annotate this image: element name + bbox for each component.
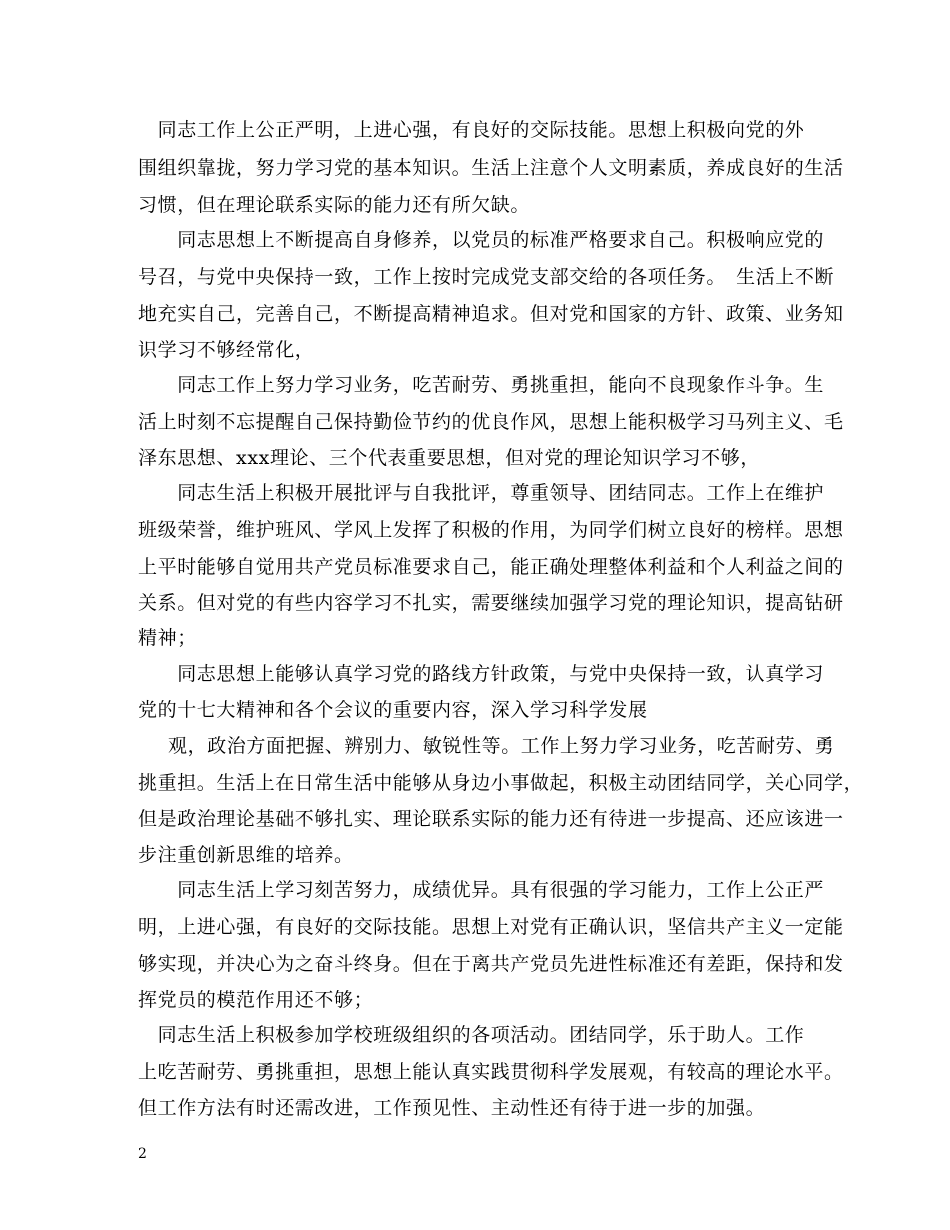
text-line: 活上时刻不忘提醒自己保持勤俭节约的优良作风，思想上能积极学习马列主义、毛 [138, 411, 844, 433]
text-line: 习惯，但在理论联系实际的能力还有所欠缺。 [138, 194, 531, 216]
text-line: 挑重担。生活上在日常生活中能够从身边小事做起，积极主动团结同学，关心同学， [138, 772, 864, 794]
text-line: 上吃苦耐劳、勇挑重担，思想上能认真实践贯彻科学发展观，有较高的理论水平。 [138, 1061, 844, 1083]
text-line: 围组织靠拢，努力学习党的基本知识。生活上注意个人文明素质，养成良好的生活 [138, 157, 844, 179]
text-line: 关系。但对党的有些内容学习不扎实，需要继续加强学习党的理论知识，提高钻研 [138, 592, 844, 614]
text-line: 但工作方法有时还需改进，工作预见性、主动性还有待于进一步的加强。 [138, 1097, 766, 1119]
text-line: 同志生活上学习刻苦努力，成绩优异。具有很强的学习能力，工作上公正严 [138, 879, 825, 901]
text-line: 够实现，并决心为之奋斗终身。但在于离共产党员先进性标准还有差距，保持和发 [138, 953, 844, 975]
text-line: 班级荣誉，维护班风、学风上发挥了积极的作用，为同学们树立良好的榜样。思想 [138, 519, 844, 541]
text-line: 同志思想上能够认真学习党的路线方针政策，与党中央保持一致，认真学习 [138, 663, 825, 685]
text-line: 观，政治方面把握、辨别力、敏锐性等。工作上努力学习业务，吃苦耐劳、勇 [168, 735, 835, 757]
text-line: 党的十七大精神和各个会议的重要内容，深入学习科学发展 [138, 699, 648, 721]
text-line: 步注重创新思维的培养。 [138, 844, 354, 866]
text-line: 号召，与党中央保持一致，工作上按时完成党支部交给的各项任务。 生活上不断 [138, 266, 835, 288]
text-line: 地充实自己，完善自己，不断提高精神追求。但对党和国家的方针、政策、业务知 [138, 303, 844, 325]
text-line: 同志工作上公正严明，上进心强，有良好的交际技能。思想上积极向党的外 [138, 119, 805, 141]
text-line: 同志生活上积极开展批评与自我批评，尊重领导、团结同志。工作上在维护 [138, 482, 825, 504]
text-line: 识学习不够经常化， [138, 339, 315, 361]
text-line: 同志工作上努力学习业务，吃苦耐劳、勇挑重担，能向不良现象作斗争。生 [138, 374, 825, 396]
text-line: 明，上进心强，有良好的交际技能。思想上对党有正确认识，坚信共产主义一定能 [138, 916, 844, 938]
text-line: 同志生活上积极参加学校班级组织的各项活动。团结同学，乐于助人。工作 [138, 1024, 805, 1046]
text-line: 精神； [138, 627, 197, 649]
text-line: 上平时能够自觉用共产党员标准要求自己，能正确处理整体利益和个人利益之间的 [138, 556, 844, 578]
text-line: 挥党员的模范作用还不够； [138, 989, 374, 1011]
page-number: 2 [138, 1146, 147, 1162]
text-line: 同志思想上不断提高自身修养，以党员的标准严格要求自己。积极响应党的 [138, 229, 825, 251]
text-line: 但是政治理论基础不够扎实、理论联系实际的能力还有待进一步提高、还应该进一 [138, 808, 844, 830]
text-line: 泽东思想、xxx理论、三个代表重要思想，但对党的理论知识学习不够， [138, 447, 760, 469]
